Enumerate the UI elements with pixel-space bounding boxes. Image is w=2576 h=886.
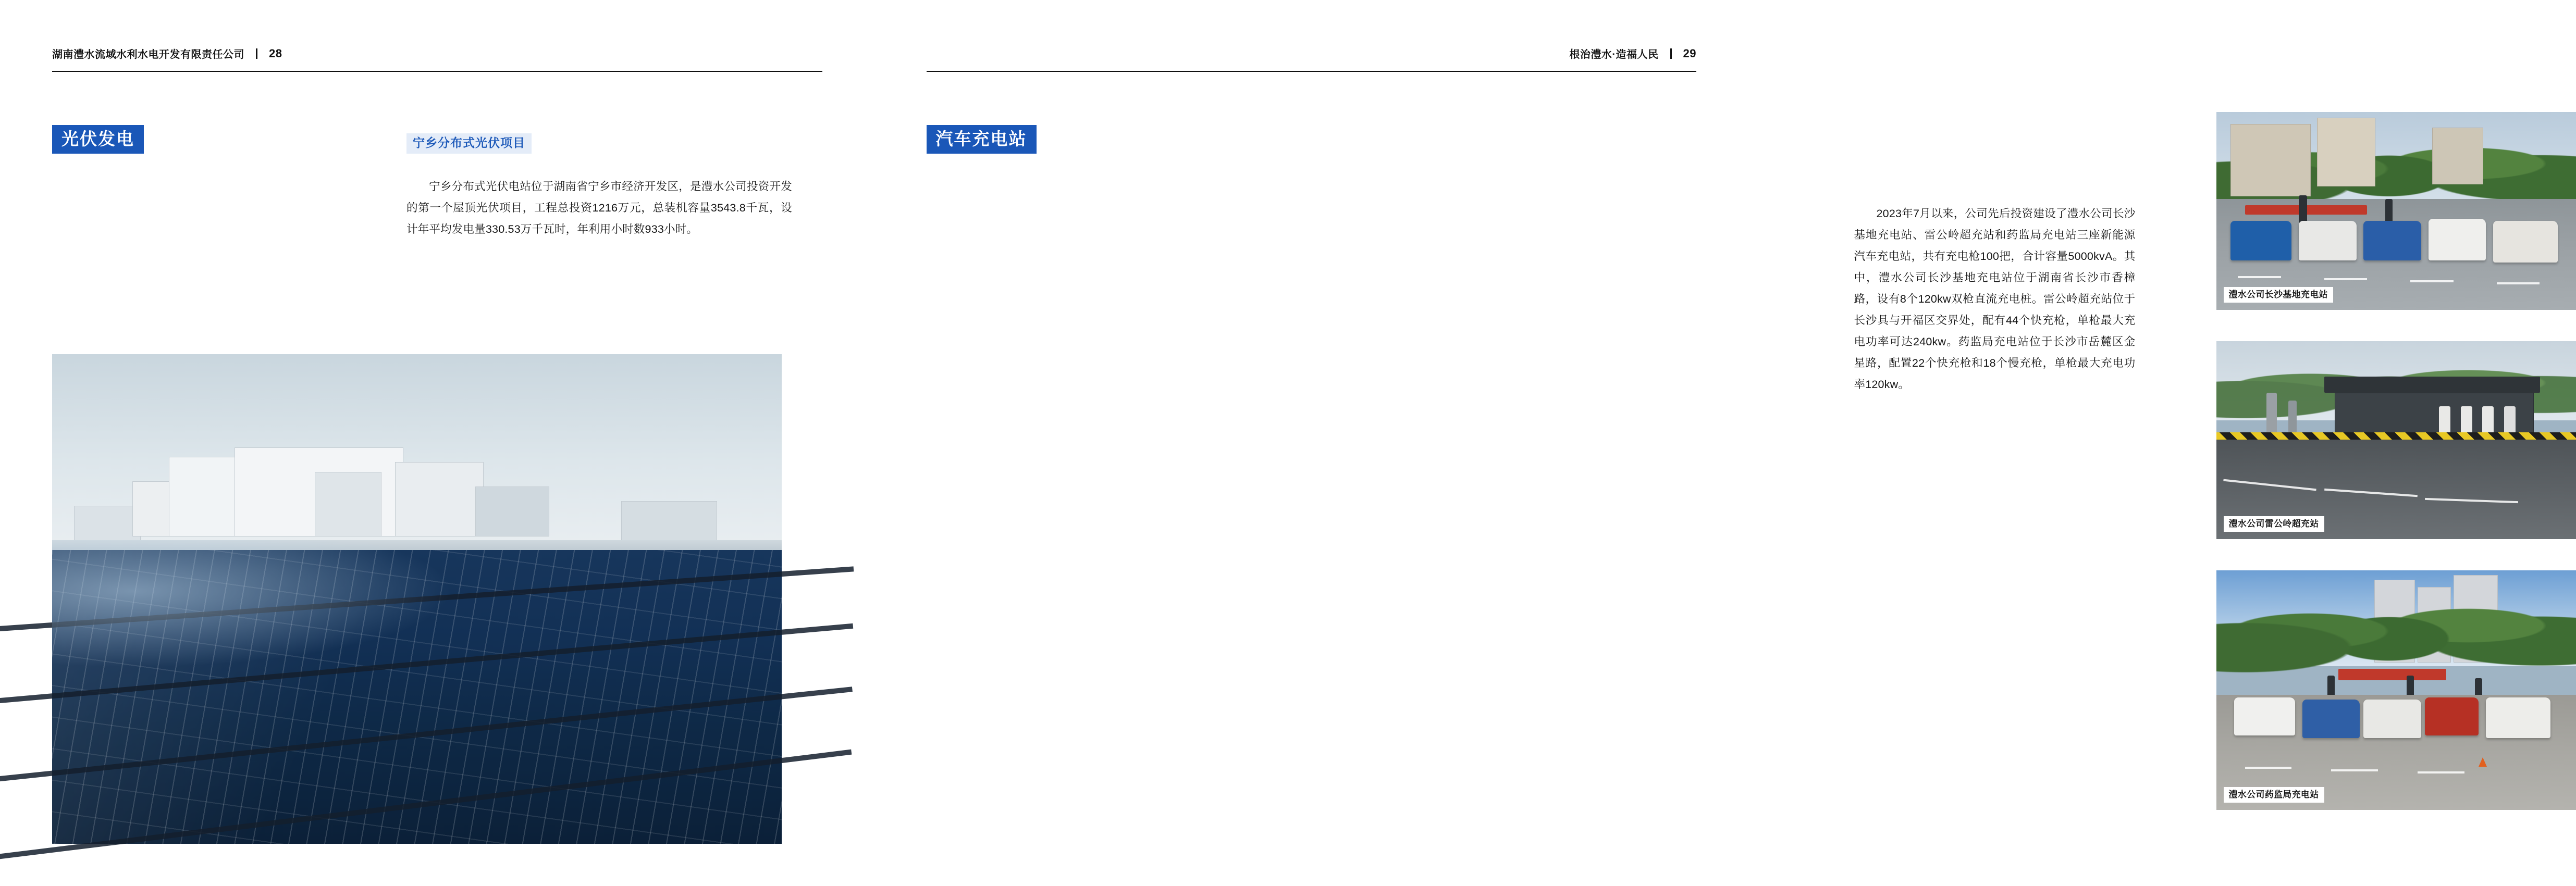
header-rule-right	[927, 71, 1697, 72]
body-text-ev-charging	[1854, 203, 2136, 395]
photo-leigongling-super-station	[2216, 341, 2576, 539]
running-head-divider	[1670, 48, 1672, 59]
photo-caption: 澧水公司雷公岭超充站	[2224, 516, 2324, 532]
parked-car	[2429, 219, 2486, 260]
red-banner	[2338, 669, 2446, 680]
background-building	[315, 472, 381, 536]
background-building	[395, 462, 484, 536]
running-head-text: 根治澧水·造福人民	[1569, 49, 1659, 60]
photo-caption: 澧水公司长沙基地充电站	[2224, 287, 2333, 303]
parked-car	[2363, 221, 2421, 260]
right-page	[874, 0, 2328, 886]
background-building	[621, 501, 717, 541]
left-page	[0, 0, 874, 886]
body-paragraph: 宁乡分布式光伏电站位于湖南省宁乡市经济开发区，是澧水公司投资开发的第一个屋顶光伏项目，工程总投资1216万元，总装机容量3543.8千瓦，设计年平均发电量330.53万千瓦时，年利用小时数933小时。	[406, 180, 792, 235]
charging-pile	[2288, 401, 2297, 433]
photo-rooftop-solar-array	[52, 354, 782, 844]
parked-car	[2299, 221, 2356, 260]
parked-car	[2425, 697, 2479, 736]
parking-line	[2418, 771, 2464, 773]
parked-car	[2302, 700, 2360, 738]
background-building	[169, 457, 236, 536]
header-rule-left	[52, 71, 822, 72]
background-building	[475, 486, 549, 536]
photo-changsha-base-station	[2216, 112, 2576, 310]
page-number-right: 29	[1683, 46, 1696, 60]
running-head-text: 湖南澧水流域水利水电开发有限责任公司	[52, 49, 244, 60]
traffic-cone	[2479, 757, 2487, 767]
hazard-stripe-kerb	[2216, 432, 2576, 440]
residential-building	[2432, 128, 2484, 184]
photo-yaojianju-station	[2216, 570, 2576, 810]
charging-cabinet	[2461, 406, 2472, 433]
parked-car	[2234, 697, 2295, 736]
charging-cabinet	[2439, 406, 2450, 433]
body-paragraph: 2023年7月以来，公司先后投资建设了澧水公司长沙基地充电站、雷公岭超充站和药监局充电站三座新能源汽车充电站，共有充电枪100把，合计容量5000kvA。其中，澧水公司长沙基地充电站位于湖南省长沙市香樟路，设有8个120kw双枪直流充电桩。雷公岭超充站位于长沙具与开福区交界处，配有44个快充枪，单枪最大充电功率可达240kw。药监局充电站位于长沙市岳麓区金星路，配置22个快充枪和18个慢充枪，单枪最大充电功率120kw。	[1854, 207, 2136, 391]
photo-caption: 澧水公司药监局充电站	[2224, 787, 2324, 803]
charging-pile	[2266, 393, 2277, 433]
photo-artwork	[52, 354, 782, 844]
parking-line	[2497, 282, 2540, 284]
charging-cabinet	[2504, 406, 2516, 433]
charging-cabinet	[2482, 406, 2494, 433]
page-number-left: 28	[269, 46, 282, 60]
residential-building	[2230, 124, 2311, 196]
parking-line	[2410, 280, 2454, 282]
section-title-photovoltaic: 光伏发电	[52, 125, 144, 154]
parked-car	[2486, 697, 2550, 738]
running-head-left	[52, 46, 282, 61]
section-title-ev-charging: 汽车充电站	[927, 125, 1037, 154]
station-canopy	[2324, 377, 2540, 392]
parked-car	[2363, 700, 2421, 738]
parking-line	[2324, 278, 2368, 280]
parking-line	[2238, 276, 2281, 278]
parking-line	[2331, 769, 2378, 771]
tree-line	[2216, 570, 2576, 681]
parked-car	[2230, 221, 2291, 260]
residential-building	[2317, 118, 2375, 186]
parking-line	[2245, 767, 2292, 769]
running-head-divider	[256, 48, 257, 59]
sun-glare	[52, 540, 453, 667]
running-head-right	[1569, 46, 1696, 61]
body-text-photovoltaic	[406, 176, 792, 240]
parked-car	[2493, 221, 2558, 263]
background-building	[74, 506, 141, 541]
subsection-title-ningxiang: 宁乡分布式光伏项目	[406, 133, 532, 154]
